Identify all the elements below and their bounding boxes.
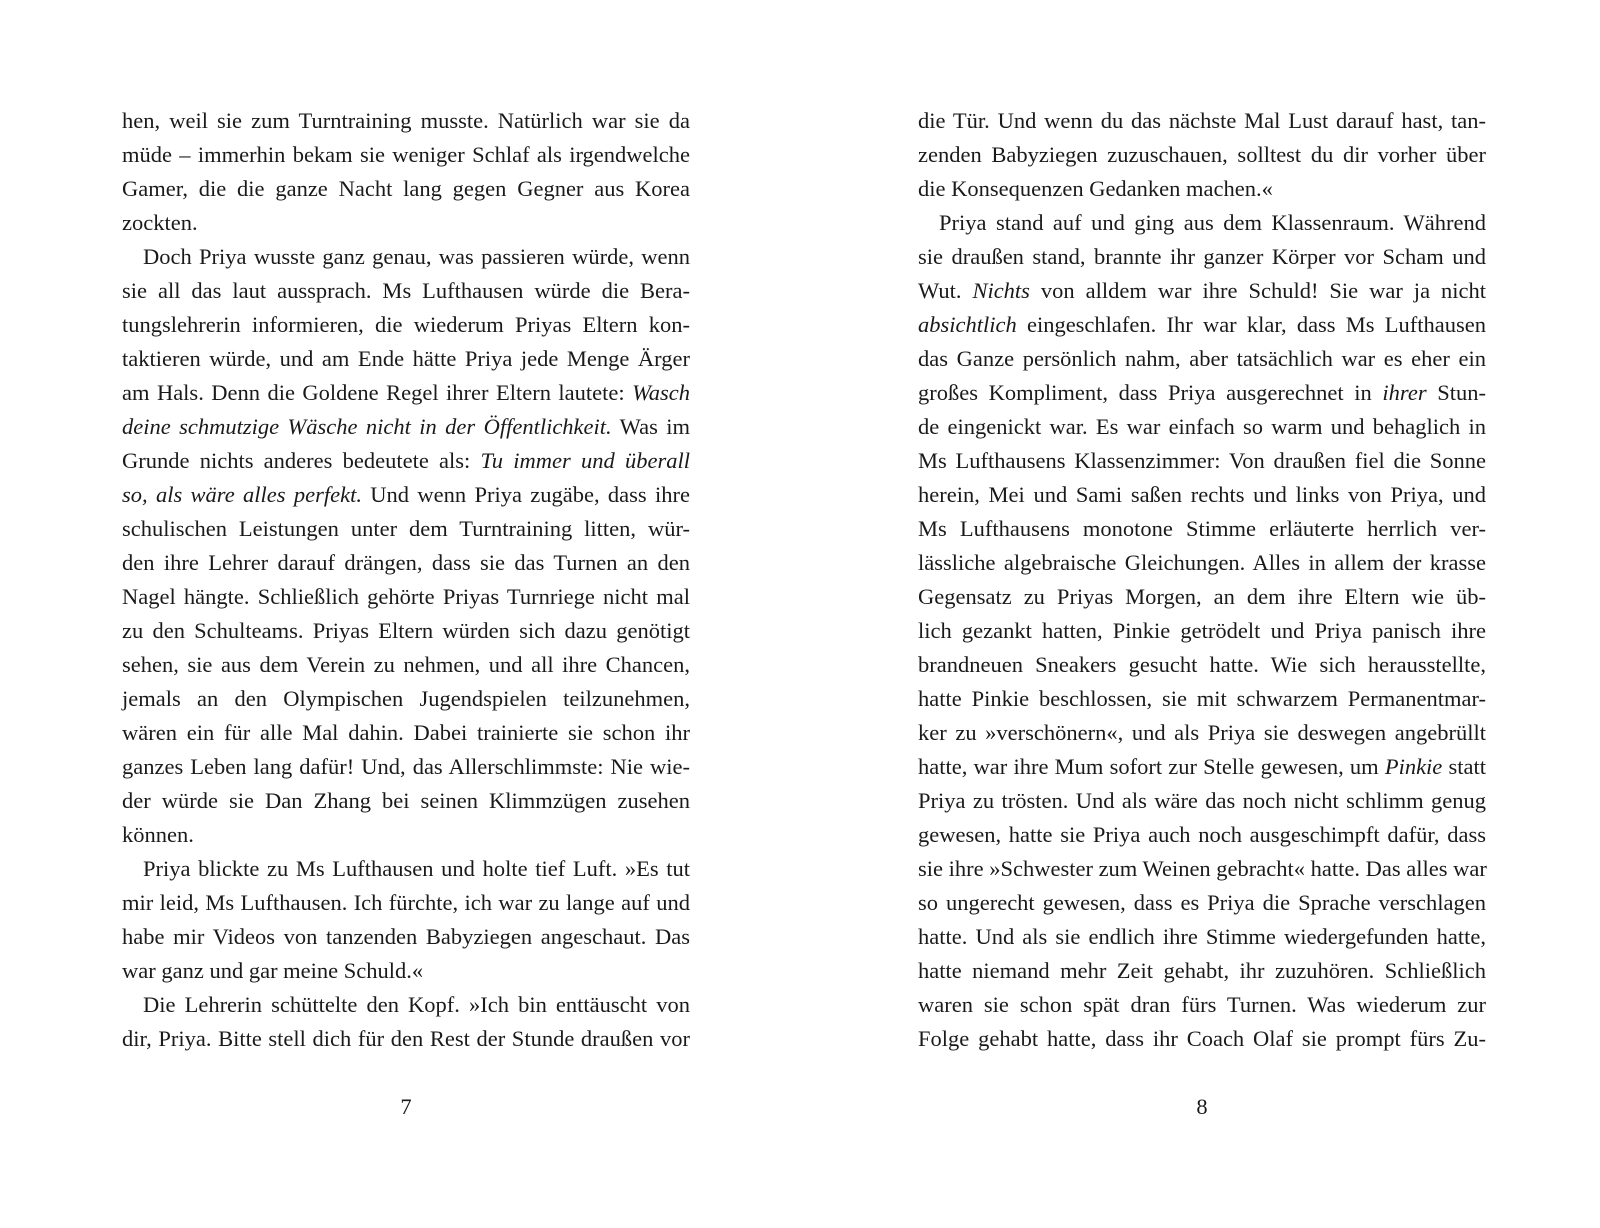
text-line xyxy=(122,852,690,886)
text-line xyxy=(122,512,690,546)
text-segment: hatte niemand mehr Zeit gehabt, ihr zuzuhören. Schließlich xyxy=(918,958,1486,983)
text-segment: habe mir Videos von tanzenden Babyziegen angeschaut. Das xyxy=(122,924,690,949)
text-segment: das Ganze persönlich nahm, aber tatsächlich war es eher ein xyxy=(918,346,1486,371)
text-line xyxy=(122,614,690,648)
text-segment: statt xyxy=(1442,754,1486,779)
right-page xyxy=(800,0,1600,1228)
text-line xyxy=(122,648,690,682)
text-segment: sie all das laut aussprach. Ms Lufthausen würde die Bera- xyxy=(122,278,690,303)
text-segment: gewesen, hatte sie Priya auch noch ausgeschimpft dafür, dass xyxy=(918,822,1486,847)
text-line xyxy=(122,750,690,784)
text-line xyxy=(122,954,690,988)
text-line xyxy=(122,104,690,138)
text-segment: Folge gehabt hatte, dass ihr Coach Olaf sie prompt fürs Zu- xyxy=(918,1026,1486,1051)
text-line xyxy=(122,206,690,240)
text-segment: ganzes Leben lang dafür! Und, das Allerschlimmste: Nie wie- xyxy=(122,754,690,779)
text-line xyxy=(122,920,690,954)
text-segment: hatte. Und als sie endlich ihre Stimme wiedergefunden hatte, xyxy=(918,924,1486,949)
text-segment: sehen, sie aus dem Verein zu nehmen, und all ihre Chancen, xyxy=(122,652,690,677)
text-segment: den ihre Lehrer darauf drängen, dass sie das Turnen an den xyxy=(122,550,690,575)
text-line xyxy=(918,478,1486,512)
text-line xyxy=(918,818,1486,852)
text-segment: Nagel hängte. Schließlich gehörte Priyas Turnriege nicht mal xyxy=(122,584,690,609)
left-page-text xyxy=(122,104,690,1056)
text-segment: müde – immerhin bekam sie weniger Schlaf als irgendwelche xyxy=(122,142,690,167)
text-segment: schulischen Leistungen unter dem Turntraining litten, wür- xyxy=(122,516,690,541)
italic-text: deine schmutzige Wäsche nicht in der Öffentlichkeit. xyxy=(122,414,612,439)
text-line xyxy=(918,852,1486,886)
text-segment: Priya blickte zu Ms Lufthausen und holte tief Luft. »Es tut xyxy=(143,856,690,881)
text-segment: mir leid, Ms Lufthausen. Ich fürchte, ich war zu lange auf und xyxy=(122,890,690,915)
text-line xyxy=(122,682,690,716)
text-segment: Die Lehrerin schüttelte den Kopf. »Ich bin enttäuscht von xyxy=(143,992,690,1017)
text-segment: de eingenickt war. Es war einfach so warm und behaglich in xyxy=(918,414,1486,439)
text-segment: waren sie schon spät dran fürs Turnen. Was wiederum zur xyxy=(918,992,1486,1017)
text-segment: wären ein für alle Mal dahin. Dabei trainierte sie schon ihr xyxy=(122,720,690,745)
text-segment: Priya stand auf und ging aus dem Klassenraum. Während xyxy=(939,210,1486,235)
text-segment: am Hals. Denn die Goldene Regel ihrer Eltern lautete: xyxy=(122,380,633,405)
text-line xyxy=(918,920,1486,954)
text-line xyxy=(122,716,690,750)
text-segment: dir, Priya. Bitte stell dich für den Rest der Stunde draußen vor xyxy=(122,1026,690,1051)
text-line xyxy=(918,240,1486,274)
text-line xyxy=(918,376,1486,410)
text-segment: Grunde nichts anderes bedeutete als: xyxy=(122,448,481,473)
text-segment: war ganz und gar meine Schuld.« xyxy=(122,958,424,983)
text-line xyxy=(918,342,1486,376)
text-line xyxy=(918,886,1486,920)
text-line xyxy=(918,614,1486,648)
text-line xyxy=(918,274,1486,308)
left-page-number: 7 xyxy=(400,1094,412,1119)
text-segment: Ms Lufthausens monotone Stimme erläuterte herrlich ver- xyxy=(918,516,1486,541)
text-line xyxy=(122,818,690,852)
text-line xyxy=(122,886,690,920)
text-segment: ker zu »verschönern«, und als Priya sie deswegen angebrüllt xyxy=(918,720,1486,745)
text-segment: Wut. xyxy=(918,278,973,303)
text-line xyxy=(122,410,690,444)
text-line xyxy=(918,104,1486,138)
text-segment: Gegensatz zu Priyas Morgen, an dem ihre Eltern wie üb- xyxy=(918,584,1486,609)
text-line xyxy=(122,274,690,308)
text-line xyxy=(122,546,690,580)
text-segment: eingeschlafen. Ihr war klar, dass Ms Lufthausen xyxy=(1016,312,1486,337)
text-line xyxy=(918,206,1486,240)
text-segment: zu den Schulteams. Priyas Eltern würden sich dazu genötigt xyxy=(122,618,690,643)
text-line xyxy=(918,682,1486,716)
text-segment: großes Kompliment, dass Priya ausgerechnet in xyxy=(918,380,1383,405)
text-line xyxy=(122,478,690,512)
text-line xyxy=(122,1022,690,1056)
italic-text: Nichts xyxy=(972,278,1030,303)
text-line xyxy=(918,444,1486,478)
text-segment: die Tür. Und wenn du das nächste Mal Lust darauf hast, tan- xyxy=(918,108,1486,133)
text-segment: hen, weil sie zum Turntraining musste. Natürlich war sie da xyxy=(122,108,690,133)
text-segment: Doch Priya wusste ganz genau, was passieren würde, wenn xyxy=(143,244,690,269)
text-segment: taktieren würde, und am Ende hätte Priya jede Menge Ärger xyxy=(122,346,690,371)
text-line xyxy=(918,750,1486,784)
text-segment: Gamer, die die ganze Nacht lang gegen Gegner aus Korea xyxy=(122,176,690,201)
text-segment: hatte Pinkie beschlossen, sie mit schwarzem Permanentmar- xyxy=(918,686,1486,711)
text-line xyxy=(918,580,1486,614)
text-segment: Was im xyxy=(611,414,690,439)
text-segment: Ms Lufthausens Klassenzimmer: Von draußen fiel die Sonne xyxy=(918,448,1486,473)
text-segment: herein, Mei und Sami saßen rechts und links von Priya, und xyxy=(918,482,1486,507)
text-segment: Stun- xyxy=(1426,380,1486,405)
text-line xyxy=(918,716,1486,750)
text-segment: zockten. xyxy=(122,210,198,235)
text-segment: sie ihre »Schwester zum Weinen gebracht« hatte. Das alles war xyxy=(918,856,1487,881)
right-page-number: 8 xyxy=(1196,1094,1208,1119)
text-segment: lich gezankt hatten, Pinkie getrödelt und Priya panisch ihre xyxy=(918,618,1486,643)
text-segment: lässliche algebraische Gleichungen. Alles in allem der krasse xyxy=(918,550,1486,575)
text-line xyxy=(122,376,690,410)
text-segment: können. xyxy=(122,822,194,847)
italic-text: Wasch xyxy=(632,380,690,405)
text-line xyxy=(122,580,690,614)
text-line xyxy=(918,1022,1486,1056)
text-segment: zenden Babyziegen zuzuschauen, solltest du dir vorher über xyxy=(918,142,1486,167)
italic-text: ihrer xyxy=(1382,380,1427,405)
text-line xyxy=(918,138,1486,172)
text-segment: brandneuen Sneakers gesucht hatte. Wie sich herausstellte, xyxy=(918,652,1486,677)
text-segment: tungslehrerin informieren, die wiederum Priyas Eltern kon- xyxy=(122,312,690,337)
italic-text: so, als wäre alles perfekt. xyxy=(122,482,362,507)
text-segment: so ungerecht gewesen, dass es Priya die Sprache verschlagen xyxy=(918,890,1486,915)
text-line xyxy=(918,512,1486,546)
text-line xyxy=(122,240,690,274)
text-segment: sie draußen stand, brannte ihr ganzer Körper vor Scham und xyxy=(918,244,1486,269)
text-segment: Priya zu trösten. Und als wäre das noch nicht schlimm genug xyxy=(918,788,1486,813)
text-line xyxy=(122,784,690,818)
text-line xyxy=(918,648,1486,682)
text-line xyxy=(122,988,690,1022)
text-line xyxy=(918,172,1486,206)
italic-text: Tu immer und überall xyxy=(480,448,690,473)
text-line xyxy=(918,308,1486,342)
text-segment: hatte, war ihre Mum sofort zur Stelle gewesen, um xyxy=(918,754,1385,779)
text-segment: der würde sie Dan Zhang bei seinen Klimmzügen zusehen xyxy=(122,788,690,813)
text-line xyxy=(918,954,1486,988)
italic-text: absichtlich xyxy=(918,312,1017,337)
text-segment: Und wenn Priya zugäbe, dass ihre xyxy=(361,482,690,507)
text-line xyxy=(918,410,1486,444)
text-segment: die Konsequenzen Gedanken machen.« xyxy=(918,176,1273,201)
text-line xyxy=(122,308,690,342)
text-line xyxy=(122,138,690,172)
text-line xyxy=(918,546,1486,580)
right-page-text xyxy=(918,104,1486,1056)
text-line xyxy=(918,784,1486,818)
text-line xyxy=(122,342,690,376)
italic-text: Pinkie xyxy=(1384,754,1443,779)
text-line xyxy=(122,172,690,206)
text-line xyxy=(122,444,690,478)
text-segment: von alldem war ihre Schuld! Sie war ja nicht xyxy=(1029,278,1487,303)
text-segment: jemals an den Olympischen Jugendspielen teilzunehmen, xyxy=(122,686,690,711)
text-line xyxy=(918,988,1486,1022)
